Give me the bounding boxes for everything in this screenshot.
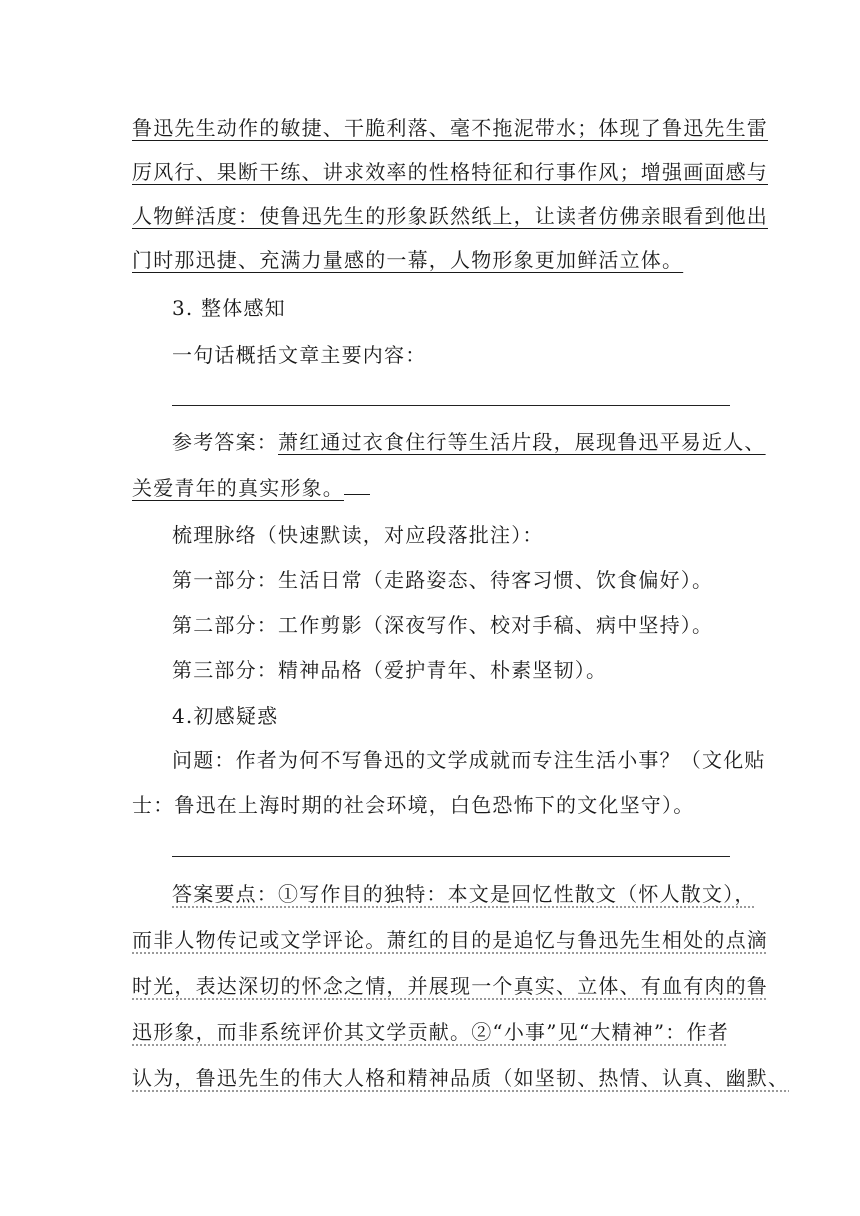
outline-heading: 梳理脉络（快速默读，对应段落批注）： (172, 523, 544, 547)
section-3-heading: 3. 整体感知 (172, 296, 286, 320)
underline-padding (344, 474, 370, 495)
section-4-heading: 4.初感疑惑 (172, 704, 279, 728)
answer-line: 厉风行、果断干练、讲求效率的性格特征和行事作风；增强画面感与 (132, 160, 768, 184)
outline-part-3: 第三部分：精神品格（爱护青年、朴素坚韧）。 (172, 658, 608, 682)
answer-blank-line (172, 856, 730, 857)
answer-points-line: 认为，鲁迅先生的伟大人格和精神品质（如坚韧、热情、认真、幽默、 (132, 1066, 790, 1090)
outline-part-2: 第二部分：工作剪影（深夜写作、校对手稿、病中坚持）。 (172, 613, 714, 637)
question-line-2: 士：鲁迅在上海时期的社会环境，白色恐怖下的文化坚守）。 (132, 793, 695, 817)
answer-line: 人物鲜活度：使鲁迅先生的形象跃然纸上，让读者仿佛亲眼看到他出 (132, 204, 768, 228)
reference-answer-line-1 (172, 428, 766, 456)
answer-points-line: 答案要点：①写作目的独特：本文是回忆性散文（怀人散文）， (172, 882, 756, 906)
answer-line: 门时那迅捷、充满力量感的一幕，人物形象更加鲜活立体。 (132, 248, 684, 272)
question-line-1: 问题：作者为何不写鲁迅的文学成就而专注生活小事？（文化贴 (172, 748, 766, 772)
reference-answer-label: 参考答案： (172, 430, 278, 454)
reference-answer-text: 关爱青年的真实形象。 (132, 476, 344, 500)
answer-points-line: 迅形象，而非系统评价其文学贡献。②“小事”见“大精神”：作者 (132, 1020, 729, 1044)
answer-line: 鲁迅先生动作的敏捷、干脆利落、毫不拖泥带水；体现了鲁迅先生雷 (132, 116, 768, 140)
outline-part-1: 第一部分：生活日常（走路姿态、待客习惯、饮食偏好）。 (172, 568, 714, 592)
summary-prompt: 一句话概括文章主要内容： (172, 343, 427, 367)
reference-answer-line-2 (132, 474, 370, 502)
answer-points-line: 而非人物传记或文学评论。萧红的目的是追忆与鲁迅先生相处的点滴 (132, 928, 768, 952)
reference-answer-text: 萧红通过衣食住行等生活片段，展现鲁迅平易近人、 (278, 430, 766, 454)
answer-blank-line (172, 405, 730, 406)
answer-points-line: 时光，表达深切的怀念之情，并展现一个真实、立体、有血有肉的鲁 (132, 974, 768, 998)
